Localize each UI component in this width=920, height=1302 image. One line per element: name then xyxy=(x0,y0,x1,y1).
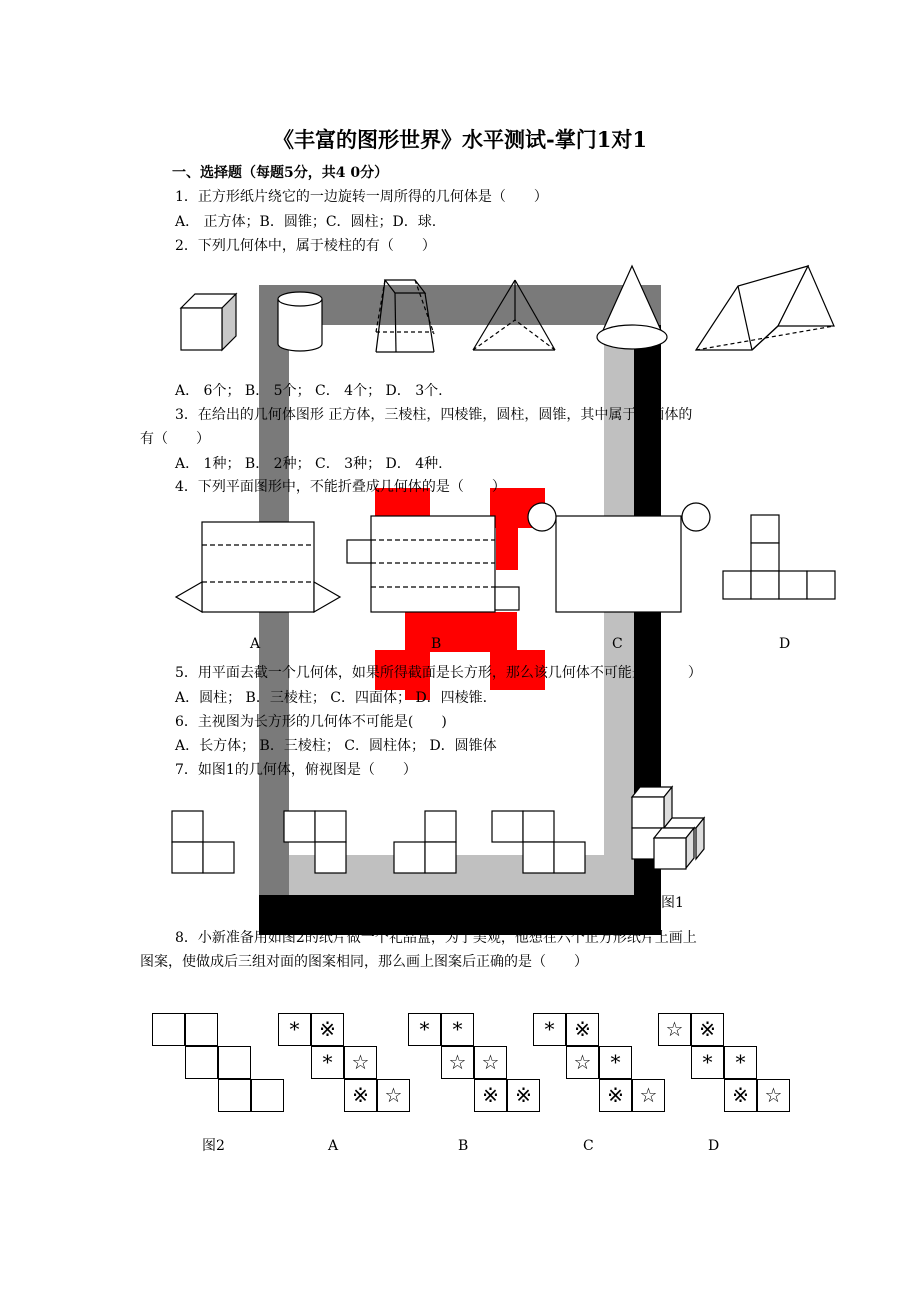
q2-options: A． 6个； B． 5个； C． 4个； D． 3个. xyxy=(175,383,443,399)
view-c xyxy=(394,811,456,873)
section-heading: 一、选择题（每题5分，共4 0分） xyxy=(172,165,389,181)
view-a xyxy=(172,811,234,873)
q6-stem: 6．主视图为长方形的几何体不可能是( ) xyxy=(175,714,447,730)
q3-options: A． 1种； B． 2种； C． 3种； D． 4种. xyxy=(175,456,443,472)
figure1-cubes xyxy=(632,787,704,869)
q4-label-d: D xyxy=(779,636,791,652)
q8-label-d: D xyxy=(708,1138,720,1154)
q4-label-c: C xyxy=(612,636,623,652)
q3-stem-line1: 3．在给出的几何体图形 正方体，三棱柱，四棱锥，圆柱，圆锥，其中属于多面体的 xyxy=(175,407,693,423)
q3-stem-line2: 有（ ） xyxy=(140,431,210,447)
q8-label-b: B xyxy=(458,1138,469,1154)
view-b xyxy=(284,811,346,873)
q1-stem: 1．正方形纸片绕它的一边旋转一周所得的几何体是（ ） xyxy=(175,189,548,205)
q4-label-b: B xyxy=(431,636,442,652)
q8-label-c: C xyxy=(583,1138,594,1154)
q5-stem: 5．用平面去截一个几何体，如果所得截面是长方形，那么该几何体不可能是（ ） xyxy=(175,665,702,681)
q2-stem: 2．下列几何体中，属于棱柱的有（ ） xyxy=(175,238,436,254)
q8-stem-line1: 8．小新准备用如图2的纸片做一个礼品盒，为了美观，他想在六个正方形纸片上画上 xyxy=(175,930,697,946)
view-d xyxy=(492,811,585,873)
q5-options: A．圆柱； B．三棱柱； C．四面体； D．四棱锥. xyxy=(175,690,488,706)
q8-stem-line2: 图案，使做成后三组对面的图案相同，那么画上图案后正确的是（ ） xyxy=(140,954,588,970)
figure2-label: 图2 xyxy=(202,1138,225,1154)
q4-stem: 4．下列平面图形中，不能折叠成几何体的是（ ） xyxy=(175,479,506,495)
q8-label-a: A xyxy=(328,1138,339,1154)
q1-options: A． 正方体；B．圆锥；C．圆柱；D．球. xyxy=(175,214,437,230)
page-title: 《丰富的图形世界》水平测试-掌门1对1 xyxy=(273,127,647,152)
figure1-label: 图1 xyxy=(661,895,684,911)
q7-stem: 7．如图1的几何体，俯视图是（ ） xyxy=(175,762,417,778)
q4-label-a: A xyxy=(250,636,261,652)
q6-options: A．长方体； B．三棱柱； C．圆柱体； D．圆锥体 xyxy=(175,738,497,754)
